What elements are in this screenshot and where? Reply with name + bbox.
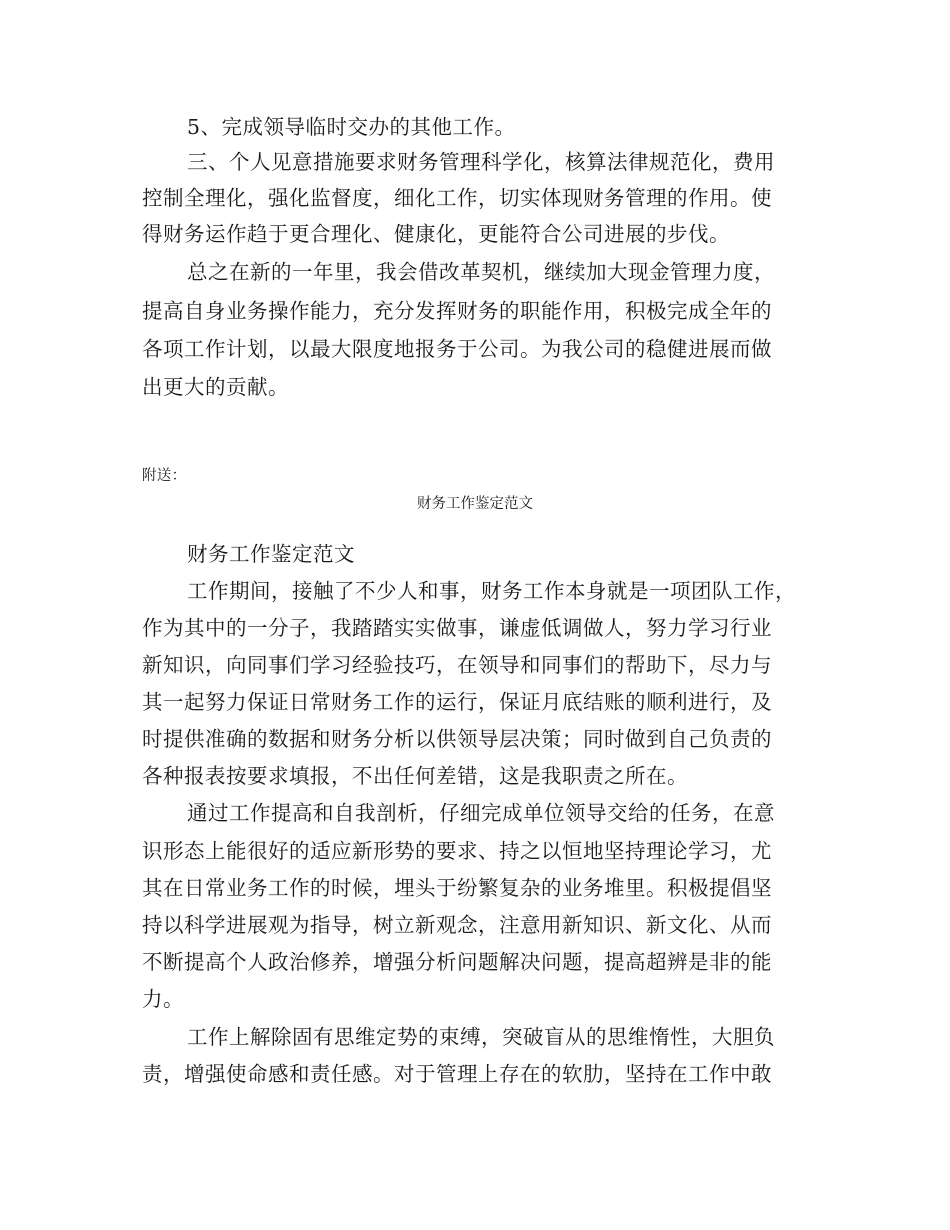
paragraph-heading: 财务工作鉴定范文 <box>187 542 355 566</box>
paragraph-line: 时提供准确的数据和财务分析以供领导层决策；同时做到自己负责的 <box>142 727 772 751</box>
paragraph-line: 各种报表按要求填报，不出任何差错，这是我职责之所在。 <box>142 764 688 788</box>
paragraph-line: 工作上解除固有思维定势的束缚，突破盲从的思维惰性，大胆负 <box>187 1025 775 1049</box>
paragraph-line: 不断提高个人政治修养，增强分析问题解决问题，提高超辨是非的能 <box>142 950 772 974</box>
appendix-title: 财务工作鉴定范文 <box>417 496 533 512</box>
paragraph-line: 作为其中的一分子，我踏踏实实做事，谦虚低调做人，努力学习行业 <box>142 616 772 640</box>
paragraph-line: 新知识，向同事们学习经验技巧，在领导和同事们的帮助下，尽力与 <box>142 653 772 677</box>
paragraph-line: 工作期间，接触了不少人和事，财务工作本身就是一项团队工作， <box>187 579 796 603</box>
paragraph-line: 出更大的贡献。 <box>142 375 289 399</box>
paragraph-line: 其一起努力保证日常财务工作的运行，保证月底结账的顺利进行，及 <box>142 690 772 714</box>
paragraph-line: 其在日常业务工作的时候，埋头于纷繁复杂的业务堆里。积极提倡坚 <box>142 876 772 900</box>
paragraph-line: 5、完成领导临时交办的其他工作。 <box>187 115 516 139</box>
paragraph-line: 识形态上能很好的适应新形势的要求、持之以恒地坚持理论学习，尤 <box>142 839 772 863</box>
paragraph-line: 三、个人见意措施要求财务管理科学化，核算法律规范化，费用 <box>187 150 775 174</box>
paragraph-line: 提高自身业务操作能力，充分发挥财务的职能作用，积极完成全年的 <box>142 299 772 323</box>
paragraph-line: 责，增强使命感和责任感。对于管理上存在的软肋，坚持在工作中敢 <box>142 1062 772 1086</box>
paragraph-line: 持以科学进展观为指导，树立新观念，注意用新知识、新文化、从而 <box>142 913 772 937</box>
appendix-label: 附送： <box>142 468 187 484</box>
paragraph-line: 控制全理化，强化监督度，细化工作，切实体现财务管理的作用。使 <box>142 186 772 210</box>
paragraph-line: 总之在新的一年里，我会借改革契机，继续加大现金管理力度， <box>187 260 775 284</box>
paragraph-line: 通过工作提高和自我剖析，仔细完成单位领导交给的任务，在意 <box>187 801 775 825</box>
paragraph-line: 力。 <box>142 987 184 1011</box>
paragraph-line: 得财务运作趋于更合理化、健康化，更能符合公司进展的步伐。 <box>142 222 730 246</box>
paragraph-line: 各项工作计划，以最大限度地报务于公司。为我公司的稳健进展而做 <box>142 337 772 361</box>
